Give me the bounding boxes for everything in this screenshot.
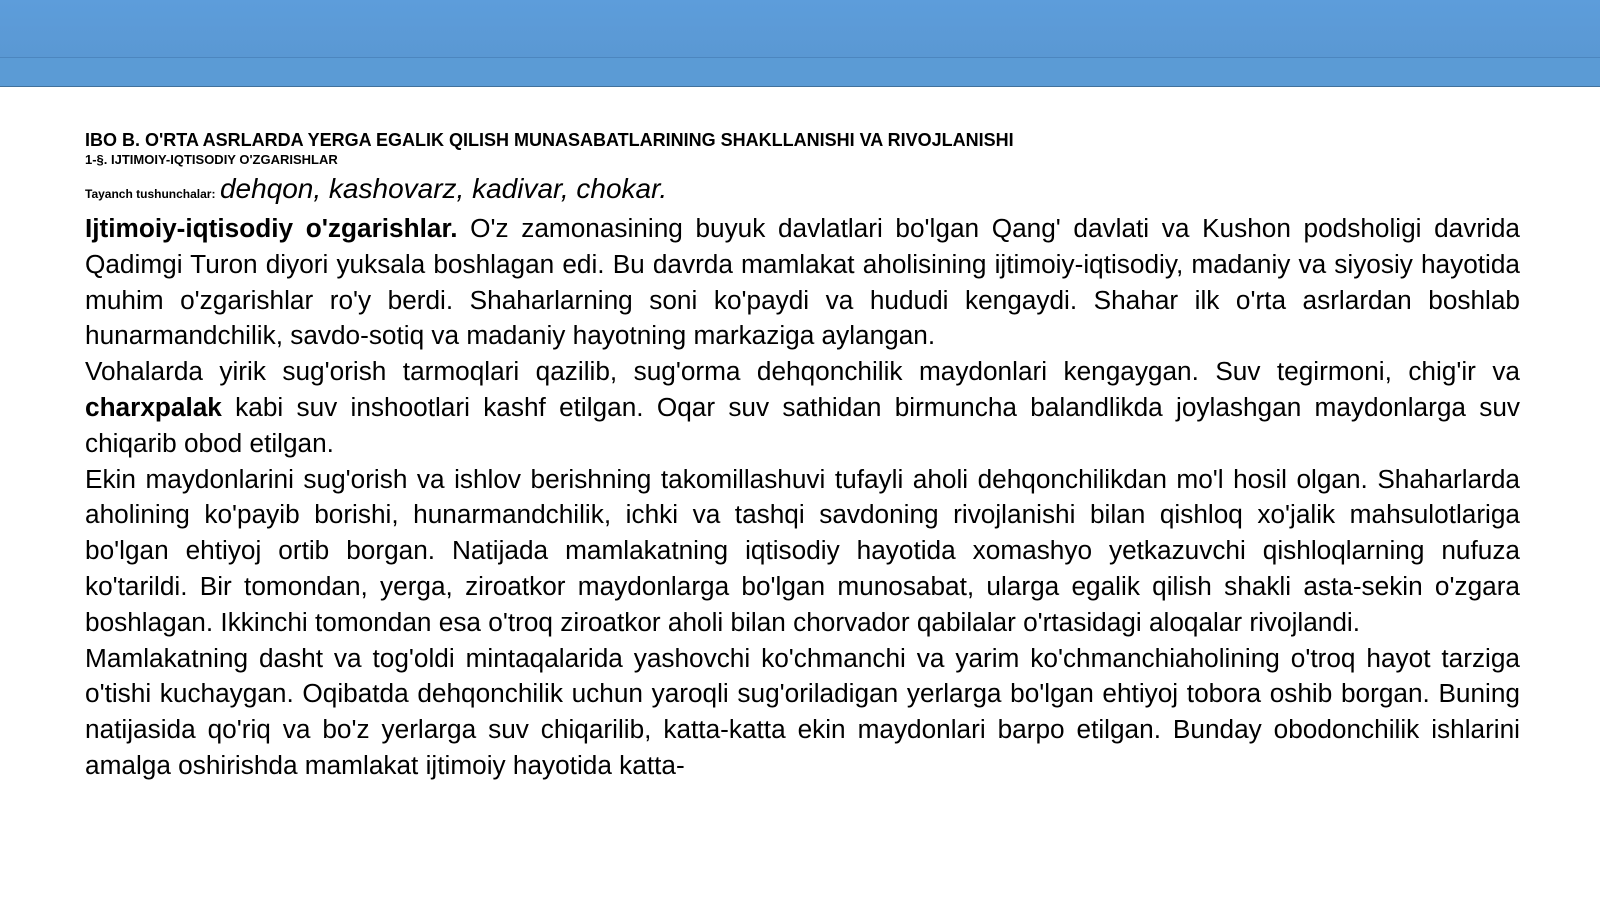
paragraph-2-term: charxpalak — [85, 391, 222, 422]
paragraph-1-text: O'z zamonasining buyuk davlatlari bo'lgan Qang' davlati va Kushon podsholigi davrida Qadimgi Turon diyori yuksala boshlagan edi. Bu davrda mamlakat aholisining ijtimoiy-iqtisodiy, madaniy va siyosiy hayotida muhim o'zgarishlar ro'y berdi. Shaharlarning soni ko'paydi va hududi kengaydi. Shahar ilk o'rta asrlardan boshlab hunarmandchilik, savdo-sotiq va madaniy hayotning markaziga aylangan. — [85, 213, 1520, 351]
chapter-title: IBO B. O'RTA ASRLARDA YERGA EGALIK QILISH MUNASABATLARINING SHAKLLANISHI VA RIVOJLANISHI — [85, 130, 1014, 150]
paragraph-2 — [85, 354, 1520, 461]
header-band-top — [0, 0, 1600, 58]
key-concepts-label: Tayanch tushunchalar: — [85, 187, 216, 201]
paragraph-2-text-a: Vohalarda yirik sug'orish tarmoqlari qazilib, sug'orma dehqonchilik maydonlari kengaygan. Suv tegirmoni, chig'ir va — [85, 356, 1520, 387]
paragraph-3: Ekin maydonlarini sug'orish va ishlov berishning takomillashuvi tufayli aholi dehqonchilikdan mo'l hosil olgan. Shaharlarda aholining ko'payib borishi, hunarmandchilik, ichki va tashqi savdoning rivojlanishi bilan qishloq xo'jalik mahsulotlariga bo'lgan ehtiyoj ortib borgan. Natijada mamlakatning iqtisodiy hayotida xomashyo yetkazuvchi qishloqlarning nufuza ko'tarildi. Bir tomondan, yerga, ziroatkor maydonlarga bo'lgan munosabat, ularga egalik qilish shakli asta-sekin o'zgara boshlagan. Ikkinchi tomondan esa o'troq ziroatkor aholi bilan chorvador qabilalar o'rtasidagi aloqalar rivojlandi. — [85, 463, 1520, 637]
header-band-bottom — [0, 58, 1600, 86]
slide-content — [85, 128, 1520, 784]
paragraph-2-text-b: kabi suv inshootlari kashf etilgan. Oqar suv sathidan birmuncha balandlikda joylashgan maydonlarga suv chiqarib obod etilgan. — [85, 391, 1520, 458]
paragraph-1 — [85, 211, 1520, 354]
key-concepts — [85, 172, 1520, 211]
paragraph-4: Mamlakatning dasht va tog'oldi mintaqalarida yashovchi ko'chmanchi va yarim ko'chmanchiaholining o'troq hayot tarziga o'tishi kuchaygan. Oqibatda dehqonchilik uchun yaroqli sug'oriladigan yerlarga bo'lgan ehtiyoj tobora oshib borgan. Buning natijasida qo'riq va bo'z yerlarga suv chiqarilib, katta-katta ekin maydonlari barpo etilgan. Bunday obodonchilik ishlarini amalga oshirishda mamlakat ijtimoiy hayotida katta- — [85, 642, 1520, 780]
paragraph-1-heading: Ijtimoiy-iqtisodiy o'zgarishlar. — [85, 213, 458, 243]
slide-header-band — [0, 0, 1600, 87]
key-concepts-terms: dehqon, kashovarz, kadivar, chokar. — [219, 173, 668, 204]
section-title: 1-§. IJTIMOIY-IQTISODIY O'ZGARISHLAR — [85, 152, 338, 167]
